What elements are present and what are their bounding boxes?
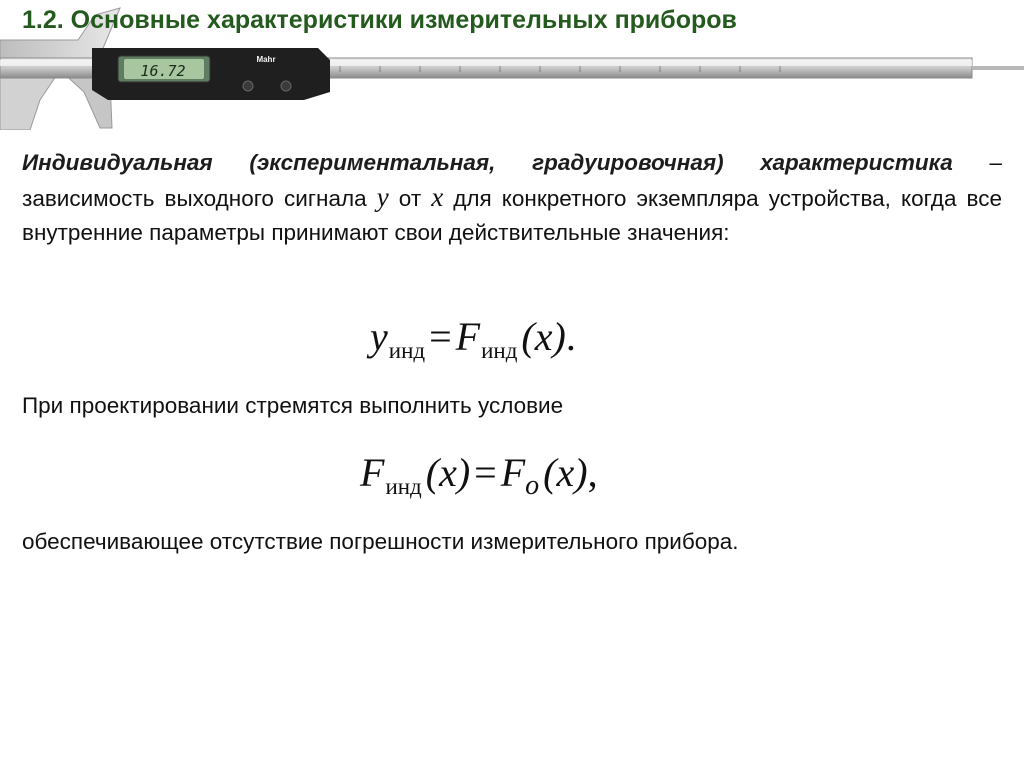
definition-text-a: – зависимость выходного сигнала [22,150,1002,211]
formula2-argument-nominal: (x) [543,450,588,495]
formula2-end: , [587,450,598,495]
caliper-display-readout: 16.72 [140,62,186,80]
formula1-equals: = [429,314,452,359]
conclusion-paragraph: обеспечивающее отсутствие погрешности измерительного прибора. [22,529,739,554]
definition-text-c: для конкретного экземпляра устройства, когда все внутренние параметры принимают свои действительные значения: [22,186,1003,245]
formula1-y-subscript: инд [388,338,426,363]
formula1-F: F [455,314,481,359]
definition-term: Индивидуальная (экспериментальная, градуировочная) характеристика [22,150,953,175]
formula2-F-nominal: F [500,450,526,495]
variable-y: y [376,182,389,212]
design-condition-paragraph: При проектировании стремятся выполнить условие [22,393,564,418]
page-title: 1.2. Основные характеристики измерительных приборов [22,6,737,34]
formula1-F-subscript: инд [481,338,518,363]
formula-individual-characteristic [370,313,576,363]
definition-paragraph [22,146,1002,250]
formula1-y: y [370,314,388,359]
formula2-argument: (x) [425,450,471,495]
formula-design-condition [360,449,598,501]
formula2-F-subscript: инд [385,474,422,499]
formula2-equals: = [474,450,497,495]
formula1-argument: (x) [521,314,566,359]
formula1-end: . [565,314,576,359]
formula2-F: F [360,450,385,495]
caliper-brand: Mahr [256,55,276,64]
definition-text-b: от [388,186,432,211]
formula2-F-nominal-subscript: o [525,470,540,501]
variable-x: x [431,182,444,212]
